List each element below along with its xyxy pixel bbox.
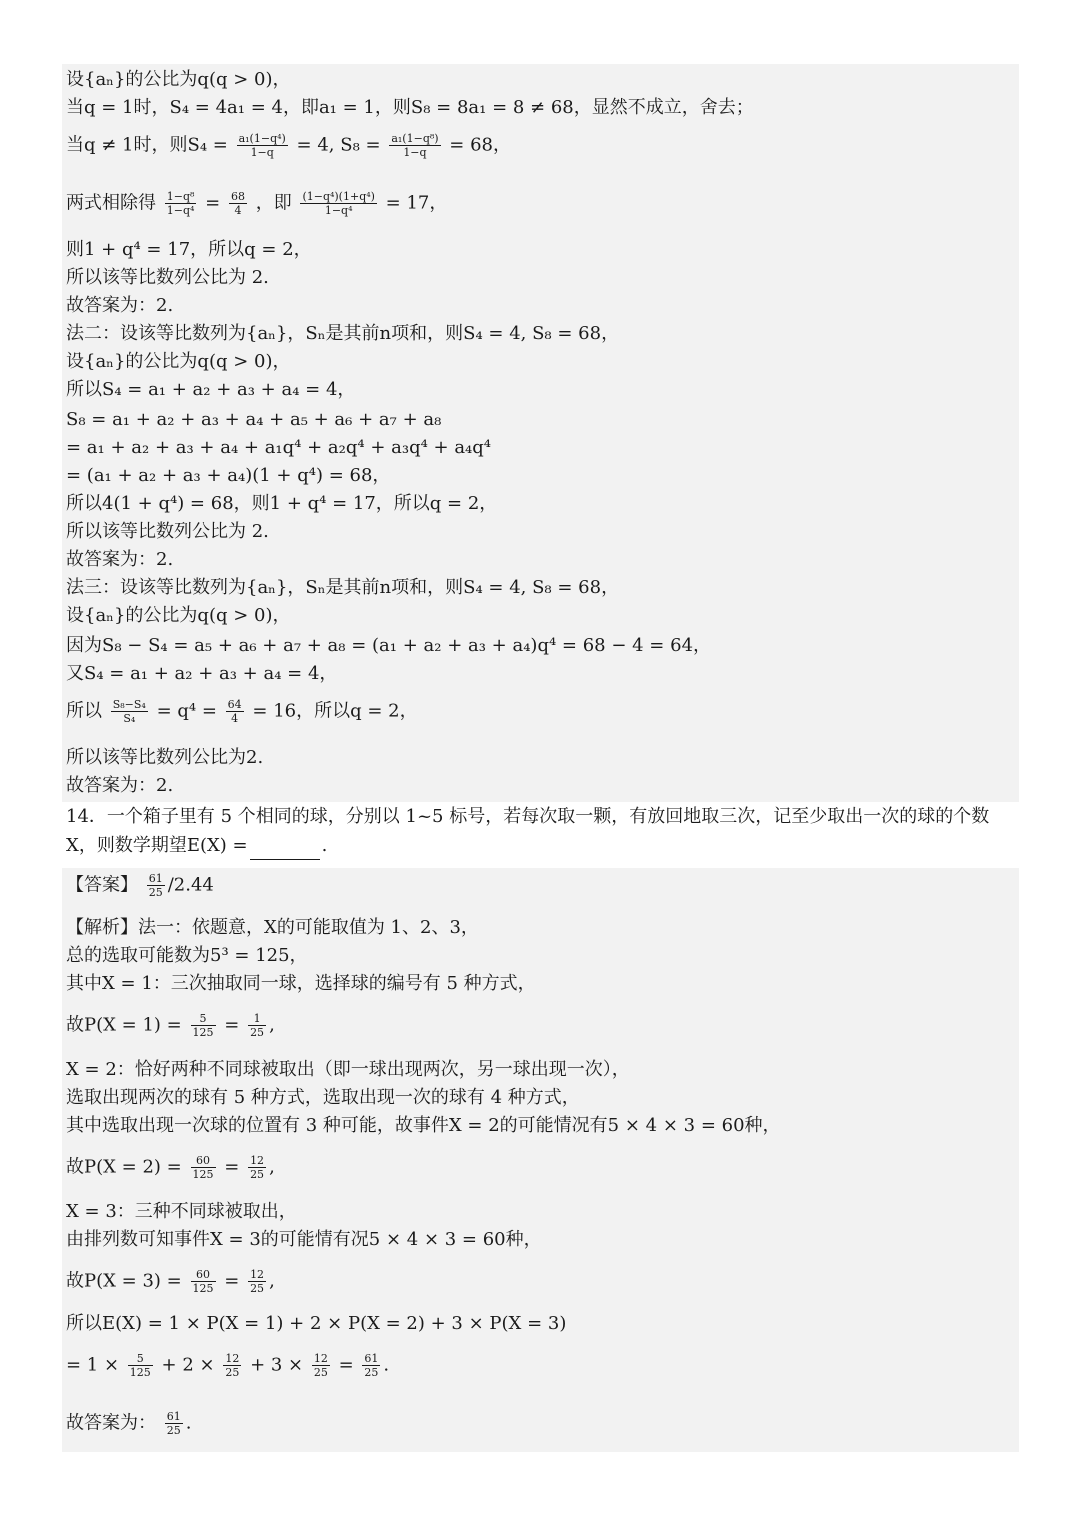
text-line: X = 3：三种不同球被取出，	[66, 1201, 297, 1222]
text-line: 选取出现两次的球有 5 种方式，选取出现一次的球有 4 种方式，	[66, 1087, 580, 1108]
fraction: $\frac{1}{25}$	[250, 1012, 265, 1039]
solution-panel-top	[62, 64, 1019, 802]
text-line: 因为S₈ − S₄ = a₅ + a₆ + a₇ + a₈ = (a₁ + a₂ + a₃ + a₄)q⁴ = 68 − 4 = 64，	[66, 635, 712, 656]
text-line: 故答案为：2.	[66, 549, 174, 570]
text-line: 总的选取可能数为5³ = 125，	[66, 945, 308, 966]
question-14: 14．一个箱子里有 5 个相同的球，分别以 1~5 标号，若每次取一颗，有放回地取三次，记至少取出一次的球的个数X，则数学期望E(X) = .	[66, 802, 1016, 860]
fraction: $\frac{12}{25}$	[250, 1154, 265, 1181]
fraction: $\frac{\text{1−q⁸}}{\text{1−q⁴}}$	[166, 190, 195, 217]
text-line: 所以4(1 + q⁴) = 68，则1 + q⁴ = 17，所以q = 2，	[66, 493, 498, 514]
formula-line: = 1 × $\frac{5}{125}$ + 2 × $\frac{12}{25}$ + 3 × $\frac{12}{25}$ = $\frac{61}{25}$ .	[66, 1352, 390, 1379]
fraction: $\frac{\text{S₈−S₄}}{\text{S₄}}$	[112, 698, 146, 725]
fraction: $\frac{12}{25}$	[313, 1352, 328, 1379]
fraction: $\frac{60}{125}$	[192, 1268, 214, 1295]
text-line: 由排列数可知事件X = 3的可能情有况5 × 4 × 3 = 60种，	[66, 1229, 542, 1250]
formula-line: 故P(X = 1) = $\frac{5}{125}$ = $\frac{1}{25}$ ,	[66, 1012, 275, 1039]
text-line: 所以E(X) = 1 × P(X = 1) + 2 × P(X = 2) + 3 × P(X = 3)	[66, 1313, 567, 1334]
text-line: 【解析】法一：依题意，X的可能取值为 1、2、3，	[66, 917, 479, 938]
fraction: $\frac{\text{(1−q⁴)(1+q⁴)}}{\text{1−q⁴}}$	[302, 190, 375, 217]
fraction: $\frac{12}{25}$	[225, 1352, 240, 1379]
text-line: 所以S₄ = a₁ + a₂ + a₃ + a₄ = 4，	[66, 379, 356, 400]
text-line: 设{aₙ}的公比为q(q > 0)，	[66, 605, 291, 626]
fraction: $\frac{61}{25}$	[148, 872, 163, 899]
fraction: $\frac{60}{125}$	[192, 1154, 214, 1181]
text-line: 所以该等比数列公比为2.	[66, 747, 264, 768]
formula-line: 当q ≠ 1时，则S₄ = $\frac{\text{a₁(1−q⁴)}}{1-q}$ = 4, S₈ = $\frac{\text{a₁(1−q⁸)}}{1-q}$ = 68，	[66, 132, 512, 159]
text-line: 当q = 1时，S₄ = 4a₁ = 4，即a₁ = 1，则S₈ = 8a₁ = 8 ≠ 68，显然不成立，舍去；	[66, 97, 754, 118]
answer-blank	[250, 841, 320, 860]
text-line: 法二：设该等比数列为{aₙ}，Sₙ是其前n项和，则S₄ = 4, S₈ = 68，	[66, 323, 620, 344]
text-line: 故答案为：2.	[66, 775, 174, 796]
text-line: 其中X = 1：三次抽取同一球，选择球的编号有 5 种方式，	[66, 973, 536, 994]
text-line: 设{aₙ}的公比为q(q > 0)，	[66, 69, 291, 90]
text-line: = a₁ + a₂ + a₃ + a₄ + a₁q⁴ + a₂q⁴ + a₃q⁴ + a₄q⁴	[66, 437, 492, 458]
text-line: 法三：设该等比数列为{aₙ}，Sₙ是其前n项和，则S₄ = 4, S₈ = 68，	[66, 577, 620, 598]
text-line: 其中选取出现一次球的位置有 3 种可能，故事件X = 2的可能情况有5 × 4 × 3 = 60种，	[66, 1115, 781, 1136]
fraction: $\frac{61}{25}$	[364, 1352, 379, 1379]
formula-line: 所以 $\frac{\text{S₈−S₄}}{\text{S₄}}$ = q⁴ = $\frac{64}{4}$ = 16，所以q = 2，	[66, 698, 418, 725]
fraction: $\frac{68}{4}$	[230, 190, 245, 217]
fraction: $\frac{5}{125}$	[129, 1352, 151, 1379]
text-line: 设{aₙ}的公比为q(q > 0)，	[66, 351, 291, 372]
text-line: 所以该等比数列公比为 2.	[66, 267, 269, 288]
formula-line: 故P(X = 2) = $\frac{60}{125}$ = $\frac{12}{25}$ ,	[66, 1154, 275, 1181]
text-line: 又S₄ = a₁ + a₂ + a₃ + a₄ = 4，	[66, 663, 338, 684]
formula-line: 故答案为： $\frac{61}{25}$ .	[66, 1410, 192, 1437]
fraction: $\frac{12}{25}$	[250, 1268, 265, 1295]
answer-line: 【答案】 $\frac{61}{25}$ /2.44	[66, 872, 214, 899]
text-line: 故答案为：2.	[66, 295, 174, 316]
text-line: S₈ = a₁ + a₂ + a₃ + a₄ + a₅ + a₆ + a₇ + a₈	[66, 409, 442, 430]
fraction: $\frac{\text{a₁(1−q⁴)}}{1-q}$	[238, 132, 286, 159]
text-line: X = 2：恰好两种不同球被取出（即一球出现两次，另一球出现一次），	[66, 1059, 630, 1080]
fraction: $\frac{5}{125}$	[192, 1012, 214, 1039]
formula-line: 故P(X = 3) = $\frac{60}{125}$ = $\frac{12}{25}$ ,	[66, 1268, 275, 1295]
text-line: = (a₁ + a₂ + a₃ + a₄)(1 + q⁴) = 68，	[66, 465, 391, 486]
fraction: $\frac{64}{4}$	[227, 698, 242, 725]
formula-line: 两式相除得 $\frac{\text{1−q⁸}}{\text{1−q⁴}}$ = $\frac{68}{4}$ ，即 $\frac{\text{(1−q⁴)(1+q⁴)}}{\text{1−q⁴}}$ = 17，	[66, 190, 448, 217]
text-line: 所以该等比数列公比为 2.	[66, 521, 269, 542]
fraction: $\frac{\text{a₁(1−q⁸)}}{1-q}$	[391, 132, 439, 159]
fraction: $\frac{61}{25}$	[166, 1410, 181, 1437]
text-line: 则1 + q⁴ = 17，所以q = 2，	[66, 239, 312, 260]
